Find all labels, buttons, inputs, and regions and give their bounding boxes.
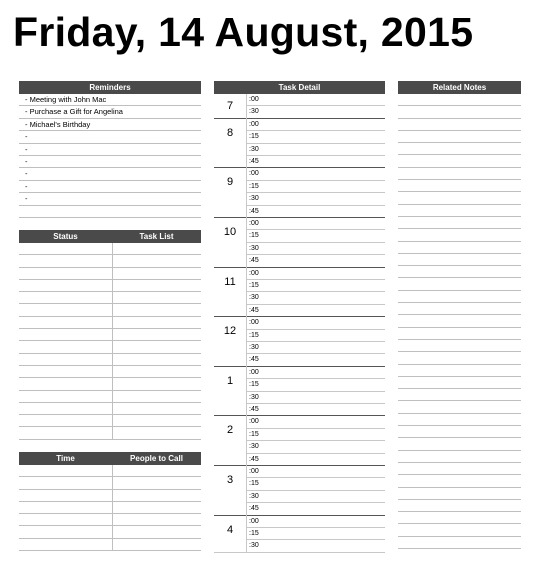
- time-slot[interactable]: [246, 503, 385, 515]
- hour-label: 1: [226, 374, 234, 387]
- table-row[interactable]: [19, 539, 201, 551]
- note-row[interactable]: [398, 377, 521, 389]
- table-row[interactable]: [19, 341, 201, 353]
- note-row[interactable]: [398, 426, 521, 438]
- hour-block: [214, 317, 385, 367]
- reminder-row[interactable]: [19, 144, 201, 156]
- hour-label: 7: [226, 100, 234, 112]
- reminder-row[interactable]: [19, 181, 201, 193]
- slot-minute-label: :45: [249, 306, 259, 314]
- reminder-row[interactable]: [19, 119, 201, 131]
- hour-block: [214, 416, 385, 466]
- hour-block: [214, 516, 385, 553]
- people-to-call-column-header: People to Call: [130, 454, 183, 463]
- slot-minute-label: :15: [249, 381, 259, 389]
- reminder-text: - Purchase a Gift for Angelina: [25, 107, 123, 117]
- hour-block: [214, 218, 385, 268]
- time-slot[interactable]: [246, 416, 385, 428]
- note-row[interactable]: [398, 143, 521, 155]
- table-row[interactable]: [19, 502, 201, 514]
- table-row[interactable]: [19, 526, 201, 538]
- table-row[interactable]: [19, 255, 201, 267]
- reminder-text: - Michael's Birthday: [25, 119, 91, 129]
- note-row[interactable]: [398, 352, 521, 364]
- time-slot[interactable]: [246, 206, 385, 218]
- hour-block: [214, 119, 385, 169]
- reminders-header: [19, 81, 201, 94]
- note-row[interactable]: [398, 180, 521, 192]
- hour-label: 8: [226, 126, 234, 139]
- hour-label: 10: [223, 226, 237, 238]
- note-row[interactable]: [398, 131, 521, 143]
- time-slot[interactable]: [246, 255, 385, 267]
- reminder-row[interactable]: [19, 156, 201, 168]
- note-row[interactable]: [398, 229, 521, 241]
- note-row[interactable]: [398, 537, 521, 549]
- table-row[interactable]: [19, 490, 201, 502]
- time-slot[interactable]: [246, 342, 385, 354]
- time-slot[interactable]: [246, 540, 385, 552]
- note-row[interactable]: [398, 205, 521, 217]
- time-slot[interactable]: [246, 218, 385, 230]
- note-row[interactable]: [398, 438, 521, 450]
- table-row[interactable]: [19, 304, 201, 316]
- time-slot[interactable]: [246, 429, 385, 441]
- time-slot[interactable]: [246, 268, 385, 280]
- time-slot[interactable]: [246, 367, 385, 379]
- slot-minute-label: :00: [249, 368, 259, 376]
- related-notes-header: [398, 81, 521, 94]
- table-row[interactable]: [19, 280, 201, 292]
- slot-minute-label: :30: [249, 343, 259, 351]
- hour-label: 4: [226, 523, 234, 536]
- note-row[interactable]: [398, 315, 521, 327]
- slot-minute-label: :30: [249, 244, 259, 252]
- time-slot[interactable]: [246, 156, 385, 168]
- slot-minute-label: :00: [249, 96, 259, 103]
- note-row[interactable]: [398, 254, 521, 266]
- slot-minute-label: :30: [249, 195, 259, 203]
- reminder-text: -: [25, 169, 28, 179]
- slot-minute-label: :00: [249, 517, 259, 525]
- note-row[interactable]: [398, 106, 521, 118]
- table-row[interactable]: [19, 415, 201, 427]
- note-row[interactable]: [398, 242, 521, 254]
- slot-minute-label: :00: [249, 319, 259, 327]
- table-row[interactable]: [19, 268, 201, 280]
- reminder-row[interactable]: [19, 131, 201, 143]
- reminder-text: - Meeting with John Mac: [25, 95, 107, 104]
- reminder-row[interactable]: [19, 94, 201, 106]
- time-slot[interactable]: [246, 441, 385, 453]
- note-row[interactable]: [398, 119, 521, 131]
- time-slot[interactable]: [246, 491, 385, 503]
- table-row[interactable]: [19, 317, 201, 329]
- hour-block: [214, 268, 385, 318]
- reminder-text: -: [25, 194, 28, 204]
- time-slot[interactable]: [246, 478, 385, 490]
- slot-minute-label: :45: [249, 455, 259, 463]
- note-row[interactable]: [398, 291, 521, 303]
- table-row[interactable]: [19, 391, 201, 403]
- slot-minute-label: :45: [249, 207, 259, 215]
- time-slot[interactable]: [246, 330, 385, 342]
- note-row[interactable]: [398, 278, 521, 290]
- note-row[interactable]: [398, 303, 521, 315]
- reminder-row[interactable]: [19, 193, 201, 205]
- table-row[interactable]: [19, 427, 201, 439]
- slot-minute-label: :30: [249, 492, 259, 500]
- note-row[interactable]: [398, 401, 521, 413]
- time-slot[interactable]: [246, 243, 385, 255]
- time-slot[interactable]: [246, 528, 385, 540]
- note-row[interactable]: [398, 414, 521, 426]
- slot-minute-label: :00: [249, 170, 259, 178]
- slot-minute-label: :45: [249, 405, 259, 413]
- reminder-text: -: [25, 181, 28, 191]
- time-column-header: Time: [56, 454, 75, 463]
- slot-minute-label: :45: [249, 157, 259, 165]
- reminders-header-label: Reminders: [89, 83, 131, 92]
- reminder-text: -: [25, 132, 28, 142]
- hour-block: [214, 94, 385, 119]
- time-slot[interactable]: [246, 354, 385, 366]
- page-title: Friday, 14 August, 2015: [13, 9, 474, 55]
- time-slot[interactable]: [246, 131, 385, 143]
- time-slot[interactable]: [246, 119, 385, 131]
- table-row[interactable]: [19, 292, 201, 304]
- table-row[interactable]: [19, 243, 201, 255]
- slot-minute-label: :15: [249, 281, 259, 289]
- status-column-header: Status: [53, 232, 78, 241]
- table-row[interactable]: [19, 378, 201, 390]
- table-row[interactable]: [19, 366, 201, 378]
- task-detail-header: [214, 81, 385, 94]
- time-slot[interactable]: [246, 466, 385, 478]
- slot-minute-label: :45: [249, 356, 259, 364]
- reminders-list: [19, 94, 201, 218]
- table-row[interactable]: [19, 465, 201, 477]
- reminder-row[interactable]: [19, 168, 201, 180]
- slot-minute-label: :30: [249, 294, 259, 302]
- hour-block: [214, 367, 385, 417]
- time-slot[interactable]: [246, 168, 385, 180]
- task-detail-header-label: Task Detail: [278, 83, 321, 92]
- table-row[interactable]: [19, 403, 201, 415]
- time-slot[interactable]: [246, 305, 385, 317]
- time-slot[interactable]: [246, 193, 385, 205]
- time-slot[interactable]: [246, 94, 385, 106]
- reminder-row[interactable]: [19, 106, 201, 118]
- task-list-column-header: Task List: [139, 232, 174, 241]
- note-row[interactable]: [398, 524, 521, 536]
- slot-minute-label: :15: [249, 480, 259, 488]
- hour-label: 3: [226, 474, 234, 486]
- slot-minute-label: :15: [249, 331, 259, 339]
- note-row[interactable]: [398, 192, 521, 204]
- note-row[interactable]: [398, 217, 521, 229]
- time-slot[interactable]: [246, 181, 385, 193]
- table-row[interactable]: [19, 329, 201, 341]
- slot-minute-label: :00: [249, 468, 259, 475]
- time-people-header: [19, 452, 201, 465]
- note-row[interactable]: [398, 475, 521, 487]
- note-row[interactable]: [398, 488, 521, 500]
- slot-minute-label: :00: [249, 120, 259, 128]
- slot-minute-label: :15: [249, 232, 259, 240]
- time-slot[interactable]: [246, 292, 385, 304]
- hour-label: 11: [224, 275, 236, 288]
- note-row[interactable]: [398, 155, 521, 167]
- status-task-table: [19, 243, 201, 440]
- time-people-table: [19, 465, 201, 551]
- note-row[interactable]: [398, 512, 521, 524]
- hour-label: 9: [226, 176, 234, 189]
- reminder-text: -: [25, 144, 28, 154]
- slot-minute-label: :15: [249, 430, 259, 438]
- time-slot[interactable]: [246, 230, 385, 242]
- time-slot[interactable]: [246, 454, 385, 466]
- note-row[interactable]: [398, 389, 521, 401]
- slot-minute-label: :00: [249, 418, 259, 426]
- note-row[interactable]: [398, 463, 521, 475]
- time-slot[interactable]: [246, 392, 385, 404]
- task-detail-schedule: [214, 94, 385, 550]
- time-slot[interactable]: [246, 404, 385, 416]
- note-row[interactable]: [398, 340, 521, 352]
- slot-minute-label: :30: [249, 393, 259, 401]
- table-row[interactable]: [19, 514, 201, 526]
- slot-minute-label: :45: [249, 505, 259, 513]
- note-row[interactable]: [398, 266, 521, 278]
- slot-minute-label: :30: [249, 542, 259, 550]
- hour-block: [214, 168, 385, 218]
- slot-minute-label: :00: [249, 269, 259, 277]
- related-notes-header-label: Related Notes: [432, 83, 487, 92]
- reminder-row[interactable]: [19, 206, 201, 218]
- note-row[interactable]: [398, 328, 521, 340]
- time-slot[interactable]: [246, 280, 385, 292]
- slot-minute-label: :15: [249, 529, 259, 537]
- related-notes-list: [398, 94, 521, 549]
- slot-minute-label: :30: [249, 108, 259, 116]
- slot-minute-label: :45: [249, 257, 259, 265]
- slot-minute-label: :30: [249, 443, 259, 451]
- note-row[interactable]: [398, 365, 521, 377]
- note-row[interactable]: [398, 168, 521, 180]
- note-row[interactable]: [398, 451, 521, 463]
- slot-minute-label: :00: [249, 220, 259, 227]
- reminder-text: -: [25, 156, 28, 166]
- time-slot[interactable]: [246, 516, 385, 528]
- time-slot[interactable]: [246, 144, 385, 156]
- hour-label: 12: [223, 325, 237, 338]
- table-row[interactable]: [19, 354, 201, 366]
- slot-minute-label: :15: [249, 133, 259, 141]
- table-row[interactable]: [19, 477, 201, 489]
- time-slot[interactable]: [246, 379, 385, 391]
- time-slot[interactable]: [246, 317, 385, 329]
- hour-label: 2: [226, 424, 234, 437]
- note-row[interactable]: [398, 500, 521, 512]
- status-task-header: [19, 230, 201, 243]
- slot-minute-label: :30: [249, 145, 259, 153]
- hour-block: [214, 466, 385, 516]
- slot-minute-label: :15: [249, 182, 259, 190]
- time-slot[interactable]: [246, 106, 385, 118]
- note-row[interactable]: [398, 94, 521, 106]
